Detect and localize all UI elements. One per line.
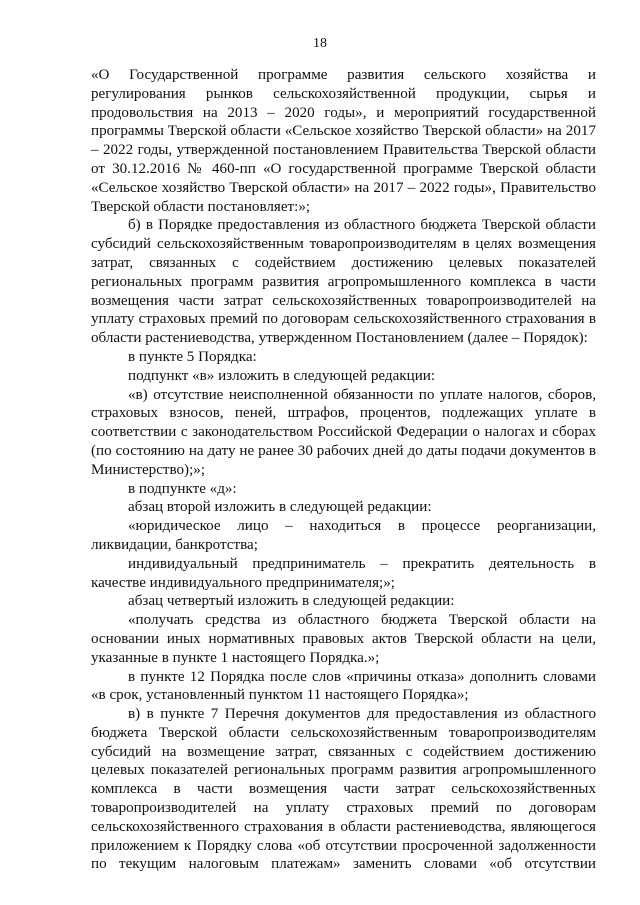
paragraph-receive-funds: «получать средства из областного бюджета Тверской области на основании иных нормативных правовых актов Тверской области на цели, указанные в пункте 1 настоящего Порядка.»; xyxy=(91,612,596,666)
paragraph-fourth-clause-heading: абзац четвертый изложить в следующей редакции: xyxy=(128,593,455,610)
paragraph-individual-entrepreneur: индивидуальный предприниматель – прекратить деятельность в качестве индивидуального предпринимателя;»; xyxy=(91,555,596,591)
paragraph-item-12: в пункте 12 Порядка после слов «причины отказа» дополнить словами «в срок, установленный пунктом 11 настоящего Порядка»; xyxy=(91,668,596,704)
document-body xyxy=(91,66,596,874)
paragraph-subitem-v-heading: подпункт «в» изложить в следующей редакции: xyxy=(128,367,436,384)
paragraph-subitem-v-text: «в) отсутствие неисполненной обязанности по уплате налогов, сборов, страховых взносов, пеней, штрафов, процентов, подлежащих уплате в соответствии с законодательством Российской Федерации о налогах и сборах (по состоянию на дату не ранее 30 рабочих дней до даты подачи документов в Министерство);»; xyxy=(91,386,596,478)
paragraph-second-clause-heading: абзац второй изложить в следующей редакции: xyxy=(128,499,432,516)
paragraph-legal-entity: «юридическое лицо – находиться в процессе реорганизации, ликвидации, банкротства; xyxy=(91,518,596,553)
page-number: 18 xyxy=(313,36,327,51)
paragraph-documents-list: в) в пункте 7 Перечня документов для предоставления из областного бюджета Тверской области сельскохозяйственным товаропроизводителям субсидий на возмещение затрат, связанных с содействием достижению целевых показателей региональных программ развития агропромышленного комплекса в части возмещения части затрат сельскохозяйственных товаропроизводителей на уплату страховых премий по договорам сельскохозяйственного страхования в области растениеводства, являющегося приложением к Порядку слова «об отсутствии просроченной задолженности по текущим налоговым платежам» заменить словами «об отсутствии xyxy=(91,706,596,873)
paragraph-resolution-preamble: «О Государственной программе развития сельского хозяйства и регулирования рынков сельскохозяйственной продукции, сырья и продовольствия на 2013 – 2020 годы», и мероприятий государственной программы Тверской области «Сельское хозяйство Тверской области» на 2017 – 2022 годы, утвержденной постановлением Правительства Тверской области от 30.12.2016 № 460-пп «О государственной программе Тверской области «Сельское хозяйство Тверской области» на 2017 – 2022 годы», Правительство Тверской области постановляет:»; xyxy=(91,67,596,215)
paragraph-subitem-d-heading: в подпункте «д»: xyxy=(128,480,237,497)
paragraph-item-5: в пункте 5 Порядка: xyxy=(128,348,257,365)
paragraph-procedure-amendment: б) в Порядке предоставления из областного бюджета Тверской области субсидий сельскохозяйственным товаропроизводителям в целях возмещения затрат, связанных с содействием достижению целевых показателей региональных программ развития агропромышленного комплекса в части возмещения части затрат сельскохозяйственных товаропроизводителей на уплату страховых премий по договорам сельскохозяйственного страхования в области растениеводства, утвержденном Постановлением (далее – Порядок): xyxy=(91,217,596,347)
